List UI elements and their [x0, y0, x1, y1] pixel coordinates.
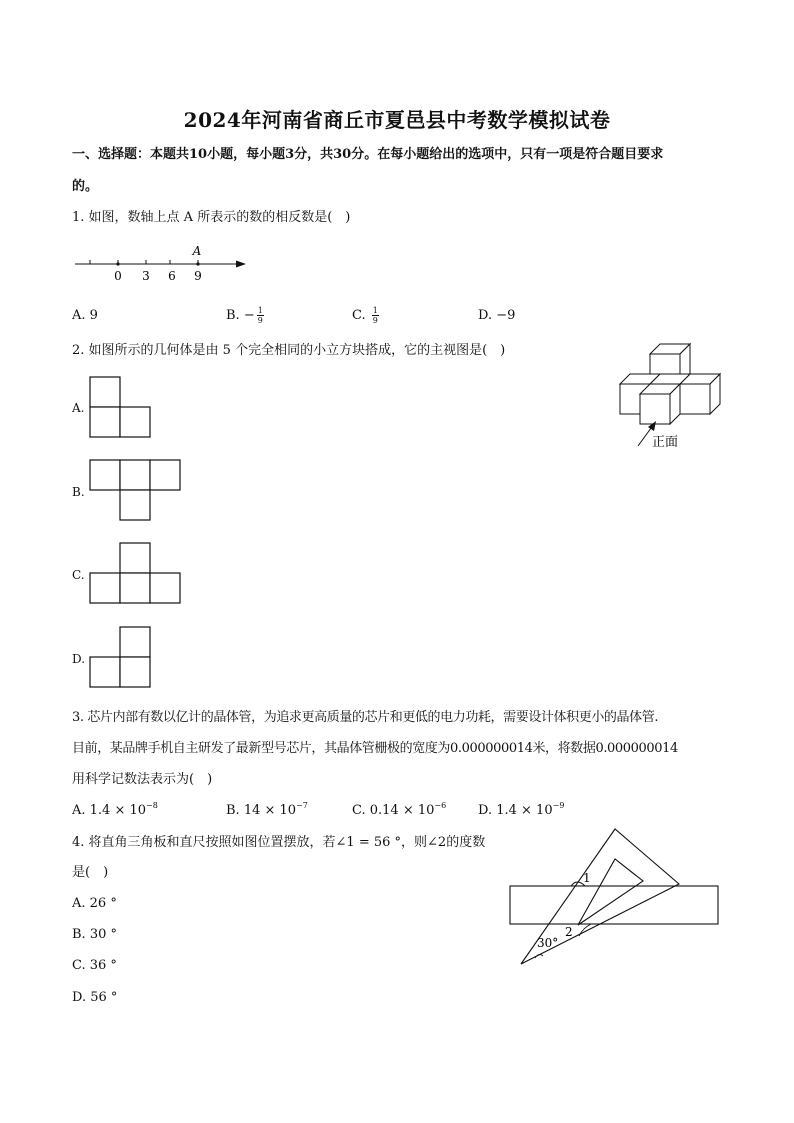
q4-angle2-label: 2: [565, 925, 573, 939]
q4-option-b[interactable]: B. 30 °: [72, 927, 117, 942]
section-heading-line2: 的。: [72, 179, 99, 194]
q1-tick-label: 6: [168, 269, 176, 283]
q3-option-a[interactable]: A. $1.4 \times 10^{-8}$: [72, 801, 158, 818]
q4-option-d[interactable]: D. 56 °: [72, 990, 118, 1005]
q4-ruler-triangle-figure: [505, 826, 725, 971]
q3-stem-line2: 目前，某品牌手机自主研发了最新型号芯片，其晶体管栅极的宽度为0.000000014米，将数据0.000000014: [72, 741, 678, 756]
q2-option-c[interactable]: C.: [72, 568, 85, 582]
ruler: [510, 886, 718, 924]
q2-option-b-figure: [88, 458, 182, 522]
q1-tick-label: 9: [194, 269, 202, 283]
q2-option-a-figure: [88, 375, 152, 439]
section-heading-line1: 一、选择题：本题共10小题，每小题3分，共30分。在每小题给出的选项中，只有一项是符合题目要求: [72, 147, 664, 162]
q4-stem-line2: 是( ): [72, 865, 109, 880]
q1-option-d[interactable]: D. −9: [478, 308, 516, 323]
q1-tick-label: 0: [114, 269, 122, 283]
q1-option-b[interactable]: [226, 306, 264, 325]
q2-stem: 2. 如图所示的几何体是由 5 个完全相同的小立方块搭成，它的主视图是( ): [72, 343, 506, 358]
page-title: 2024年河南省商丘市夏邑县中考数学模拟试卷: [183, 108, 611, 132]
q1-tick-label: 3: [142, 269, 150, 283]
q1-option-c-fraction: $\frac{1}{9}$: [372, 306, 378, 325]
q2-option-c-figure: [88, 541, 182, 605]
q1-stem: 1. 如图，数轴上点 A 所表示的数的相反数是( ): [72, 210, 351, 225]
q3-option-d[interactable]: D. $1.4 \times 10^{-9}$: [478, 801, 565, 818]
q4-angle1-label: 1: [583, 871, 591, 885]
q1-option-c[interactable]: [352, 306, 379, 325]
q1-option-a[interactable]: A. 9: [72, 308, 98, 323]
q3-stem-line1: 3. 芯片内部有数以亿计的晶体管，为追求更高质量的芯片和更低的电力功耗，需要设计体积更小的晶体管.: [72, 710, 659, 725]
q3-option-c[interactable]: C. $0.14 \times 10^{-6}$: [352, 801, 447, 818]
q3-option-b[interactable]: B. $14 \times 10^{-7}$: [226, 801, 308, 818]
q1-option-b-prefix: B. −: [226, 308, 255, 323]
q2-option-d[interactable]: D.: [72, 652, 86, 666]
q1-number-line: [70, 238, 255, 288]
q4-option-a[interactable]: A. 26 °: [72, 896, 117, 911]
q2-option-d-figure: [88, 625, 152, 689]
q2-option-a[interactable]: A.: [72, 401, 85, 415]
q4-stem-line1: 4. 将直角三角板和直尺按照如图位置摆放，若∠1 = 56 °，则∠2的度数: [72, 835, 486, 850]
q1-option-b-fraction: $\frac{1}{9}$: [257, 306, 263, 325]
q4-option-c[interactable]: C. 36 °: [72, 958, 117, 973]
q1-point-label: A: [192, 244, 202, 258]
q2-front-label: 正面: [652, 435, 679, 450]
q2-option-b[interactable]: B.: [72, 485, 85, 499]
q1-option-c-prefix: C.: [352, 308, 370, 323]
q4-angle30-label: 30°: [537, 936, 559, 950]
q2-cube-figure: [610, 340, 730, 455]
q3-stem-line3: 用科学记数法表示为( ): [72, 772, 213, 787]
